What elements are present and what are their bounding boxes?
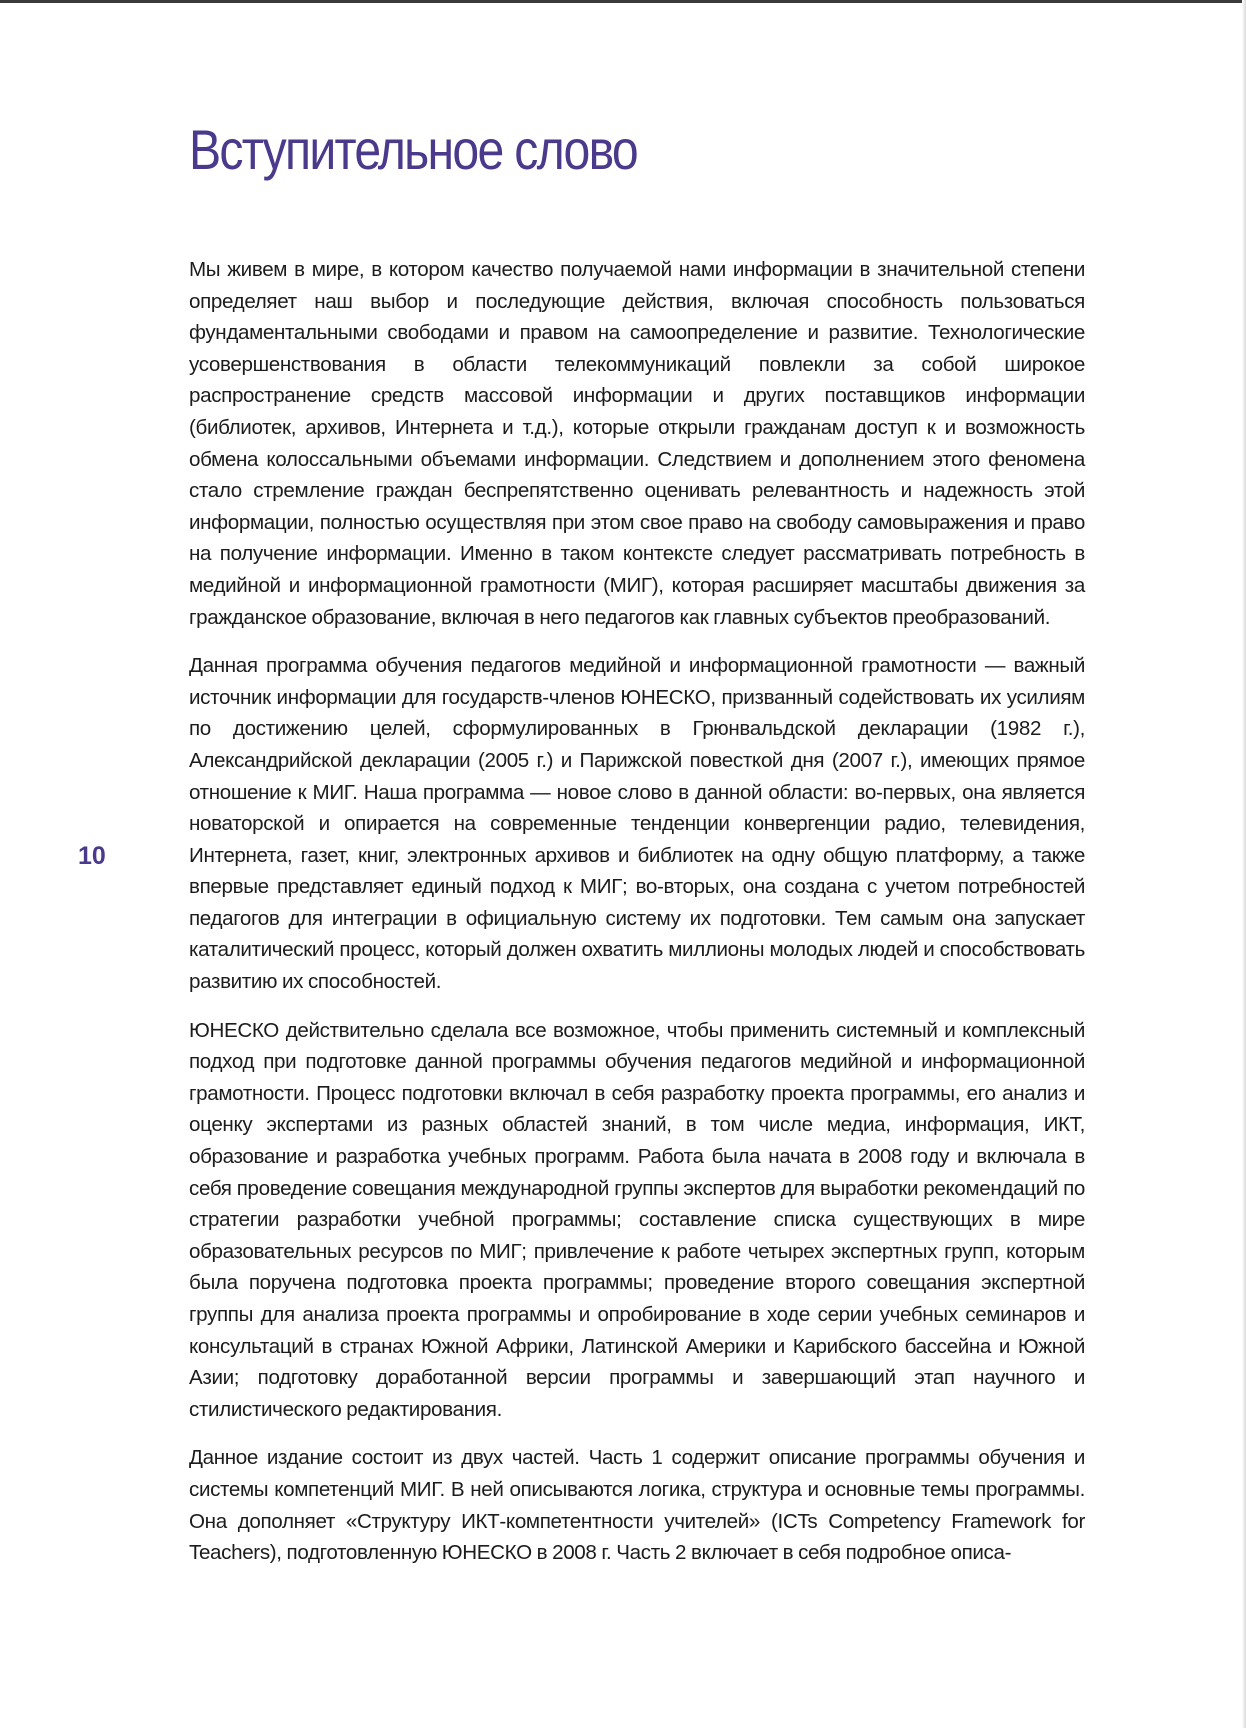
page-title: Вступительное слово [189,118,637,181]
paragraph-4: Данное издание состоит из двух частей. Часть 1 содержит описание программы обучения и системы компетенций МИГ. В ней описываются логика, структура и основные темы программы. Она дополняет «Структуру ИКТ-компетентности учителей» (ICTs Competency Framework for Teachers), подготовленную ЮНЕСКО в 2008 г. Часть 2 включает в себя подробное описа- [189,1446,1085,1565]
body-text [189,254,1085,1586]
paragraph-2: Данная программа обучения педагогов медийной и информационной грамотности — важный источник информации для государств-членов ЮНЕСКО, призванный содействовать их усилиям по достижению целей, сформулированных в Грюнвальдской декларации (1982 г.), Александрийской декларации (2005 г.) и Парижской повесткой дня (2007 г.), имеющих прямое отношение к МИГ. Наша программа — новое слово в данной области: во-первых, она является новаторской и опирается на современные тенденции конвергенции радио, телевидения, Интернета, газет, книг, электронных архивов и библиотек на одну общую платформу, а также впервые представляет единый подход к МИГ; во-вторых, она создана с учетом потребностей педагогов для интеграции в официальную систему их подготовки. Тем самым она запускает каталитический процесс, который должен охватить миллионы молодых людей и способствовать развитию их способностей. [189,654,1085,994]
top-border [0,0,1246,3]
paragraph-3: ЮНЕСКО действительно сделала все возможное, чтобы применить системный и комплексный подход при подготовке данной программы обучения педагогов медийной и информационной грамотности. Процесс подготовки включал в себя разработку проекта программы, его анализ и оценку экспертами из разных областей знаний, в том числе медиа, информация, ИКТ, образование и разработка учебных программ. Работа была начата в 2008 году и включала в себя проведение совещания международной группы экспертов для выработки рекомендаций по стратегии разработки учебной программы; составление списка существующих в мире образовательных ресурсов по МИГ; привлечение к работе четырех экспертных групп, которым была поручена подготовка проекта программы; проведение второго совещания экспертной группы для анализа проекта программы и опробирование в ходе серии учебных семинаров и консультаций в странах Южной Африки, Латинской Америки и Карибского бассейна и Южной Азии; подготовку доработанной версии программы и завершающий этап научного и стилистического редактирования. [189,1018,1085,1421]
page-number: 10 [78,842,106,870]
paragraph-1: Мы живем в мире, в котором качество получаемой нами информации в значительной степени определяет наш выбор и последующие действия, включая способность пользоваться фундаментальными свободами и правом на самоопределение и развитие. Технологические усовершенствования в области телекоммуникаций повлекли за собой широкое распространение средств массовой информации и других поставщиков информации (библиотек, архивов, Интернета и т.д.), которые открыли гражданам доступ к и возможность обмена колоссальными объемами информации. Следствием и дополнением этого феномена стало стремление граждан беспрепятственно оценивать релевантность и надежность этой информации, полностью осуществляя при этом свое право на свободу самовыражения и право на получение информации. Именно в таком контексте следует рассматривать потребность в медийной и информационной грамотности (МИГ), которая расширяет масштабы движения за гражданское образование, включая в него педагогов как главных субъектов преобразований. [189,258,1085,629]
page-edge-shadow [1242,0,1246,1728]
